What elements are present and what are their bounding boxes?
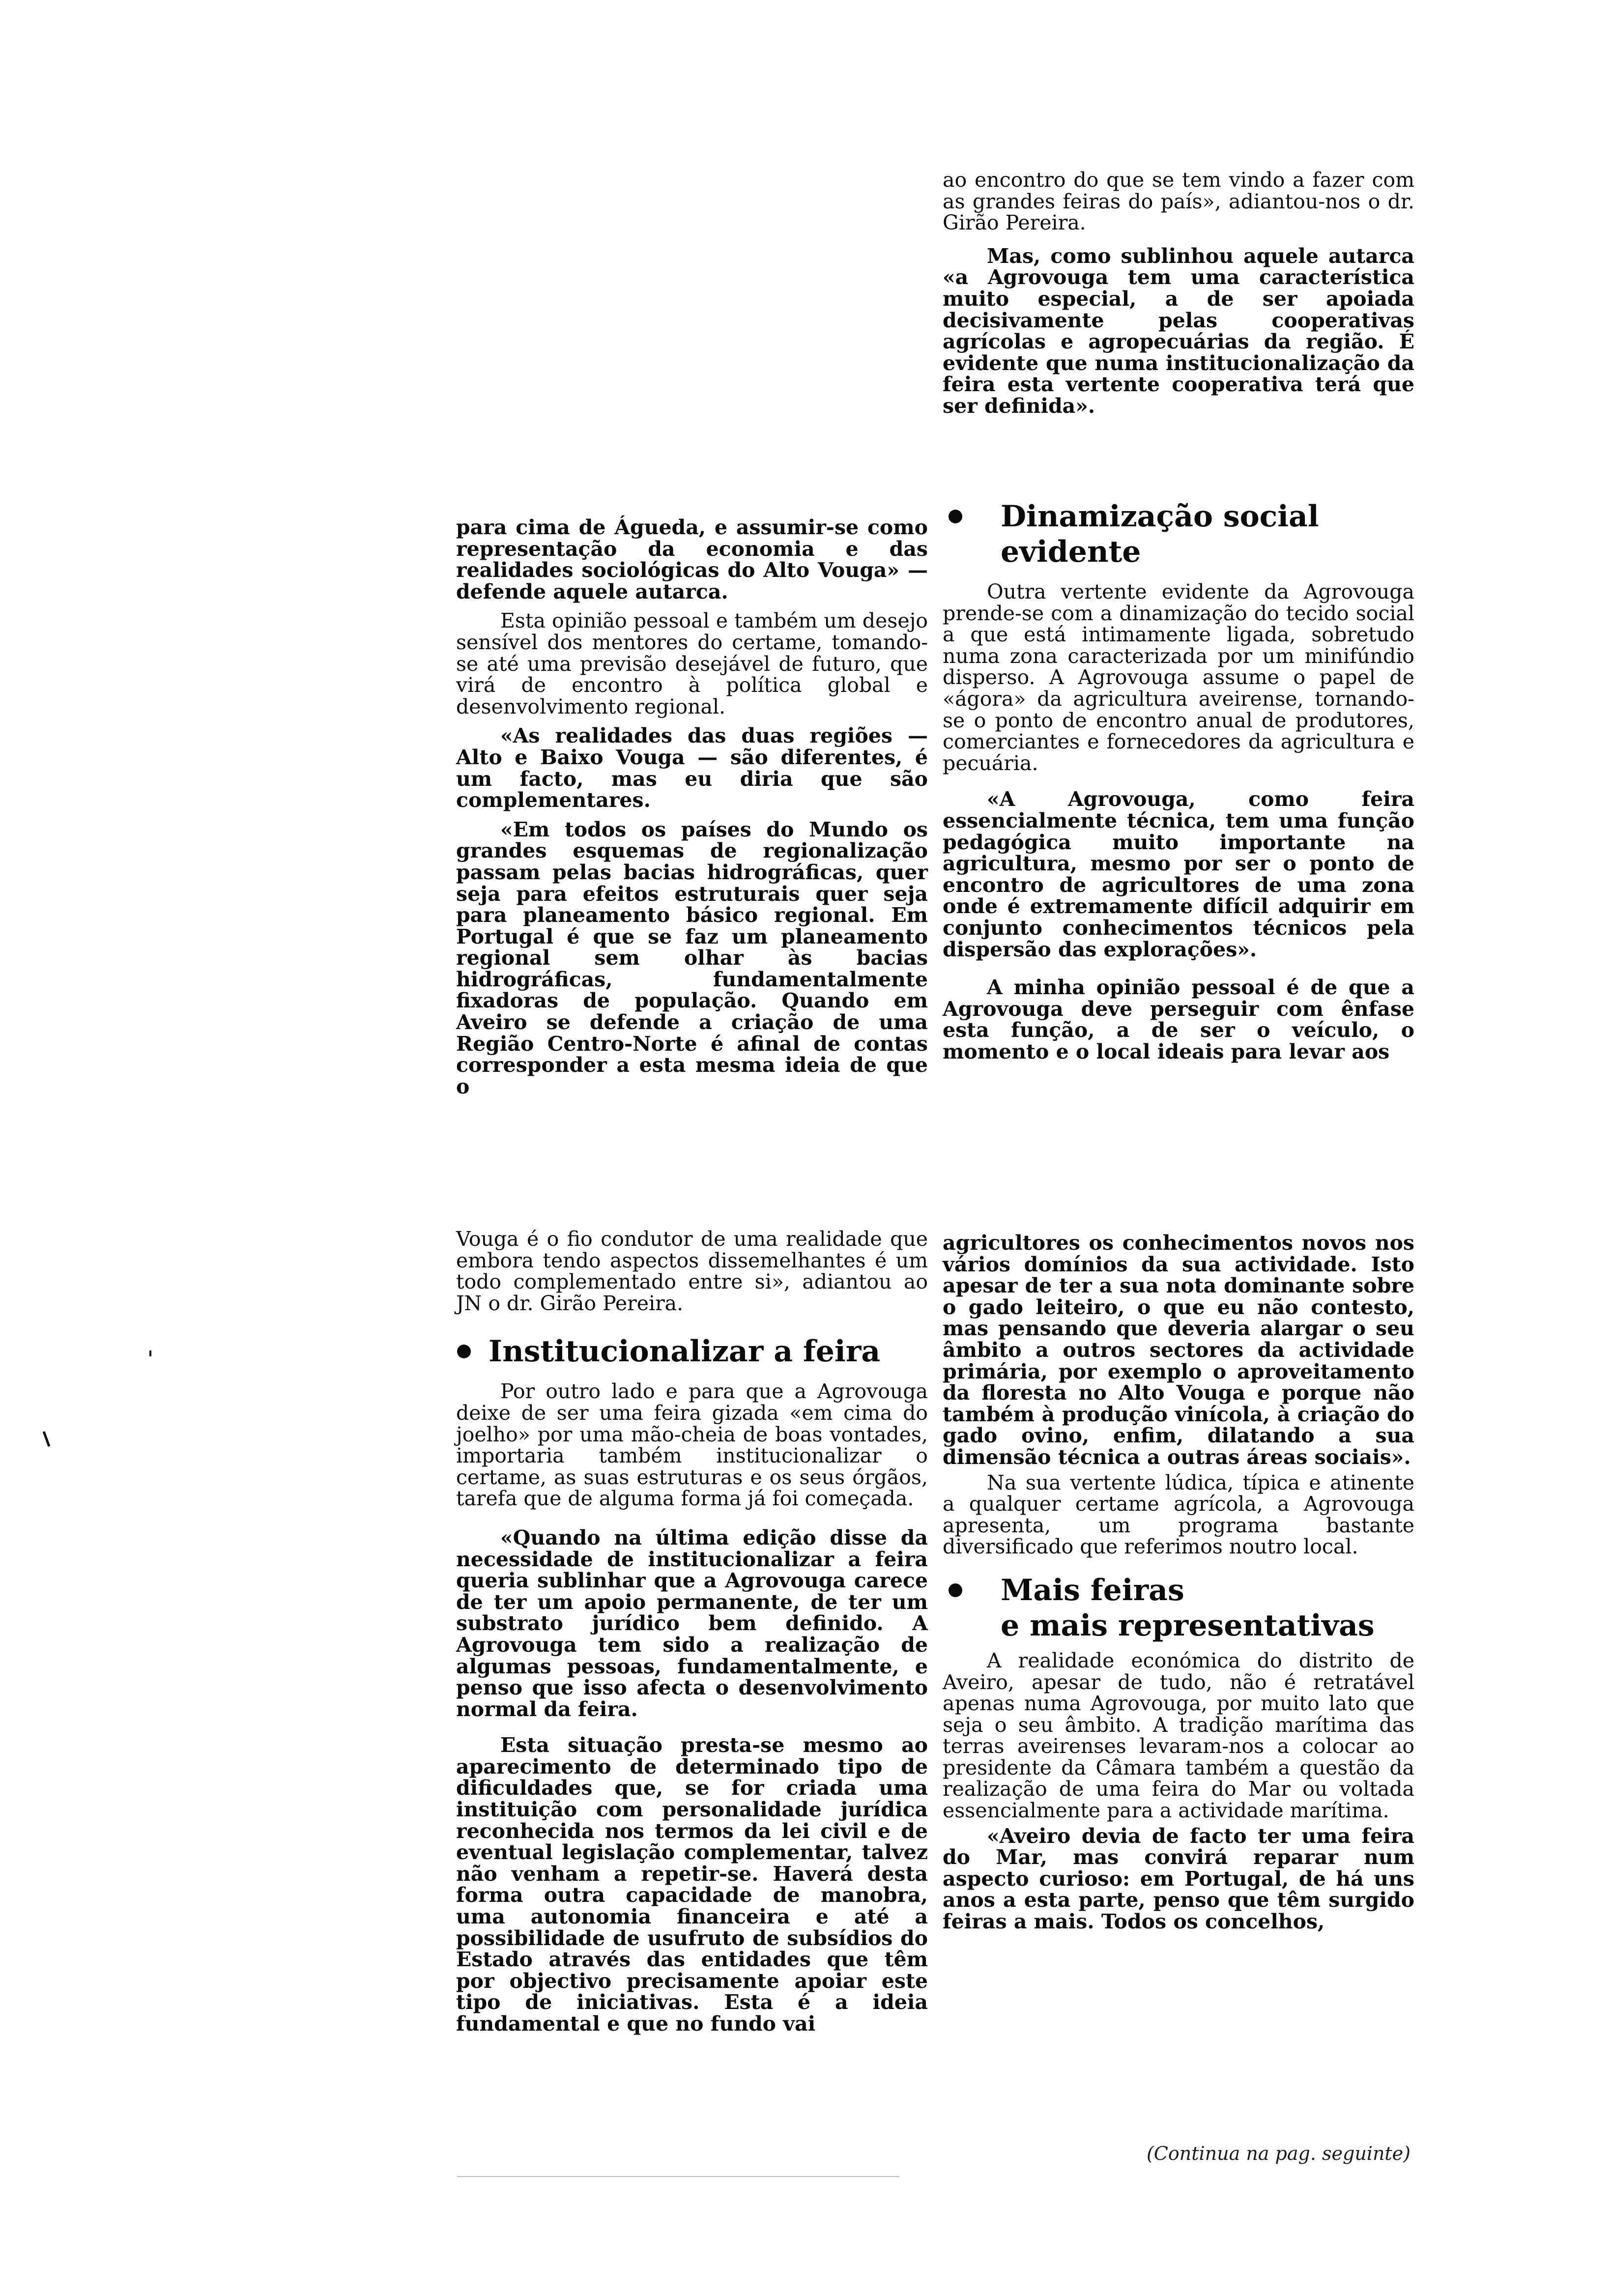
left-column-upper — [456, 517, 928, 1109]
paragraph: «Em todos os países do Mundo os grandes esquemas de regionalização passam pelas bacias hidrográficas, quer seja para efeitos estruturais quer seja para planeamento básico regional. Em Portugal é que se faz um planeamento regional sem olhar às bacias hidrográficas, fundamentalmente fixadoras de população. Quando em Aveiro se defende a criação de uma Região Centro-Norte é afinal de contas corresponder a esta mesma ideia de que o — [456, 817, 928, 1098]
section-heading-mais-feiras — [943, 1573, 1414, 1643]
bullet-icon — [949, 510, 962, 523]
heading-text: Institucionalizar a feira — [489, 1334, 881, 1369]
section-heading-dinamizacao — [943, 499, 1414, 570]
bullet-icon — [457, 1345, 471, 1358]
paragraph: «Aveiro devia de facto ter uma feira do Mar, mas convirá reparar num aspecto curioso: em Portugal, de há uns anos a esta parte, penso que têm surgido feiras a mais. Todos os concelhos, — [943, 1824, 1414, 1934]
continuation-note: (Continua na pag. seguinte) — [1146, 2143, 1410, 2164]
paragraph: «As realidades das duas regiões — Alto e Baixo Vouga — são diferentes, é um facto, mas eu diria que são complementares. — [456, 724, 928, 812]
section-heading-institucionalizar — [456, 1334, 928, 1369]
paragraph: «Quando na última edição disse da necessidade de institucionalizar a feira queria sublinhar que a Agrovouga carece de ter um apoio permanente, de ter um substrato jurídico bem definido. A Agrovouga tem sido a realização de algumas pessoas, fundamentalmente, e penso que isso afecta o desenvolvimento normal da feira. — [456, 1525, 928, 1721]
heading-line-1: Mais feiras — [1001, 1573, 1184, 1607]
bullet-icon — [949, 1583, 962, 1597]
paragraph: Esta situação presta-se mesmo ao aparecimento de determinado tipo de dificuldades que, se for criada uma instituição com personalidade jurídica reconhecida nos termos da lei civil e de eventual legislação complementar, talvez não venham a repetir-se. Haverá desta forma outra capacidade de manobra, uma autonomia financeira e até a possibilidade de usufruto de subsídios do Estado através das entidades que têm por objectivo precisamente apoiar este tipo de iniciativas. Esta é a ideia fundamental e que no fundo vai — [456, 1733, 928, 2036]
paragraph: Na sua vertente lúdica, típica e atinente a qualquer certame agrícola, a Agrovouga apresenta, um programa bastante diversificado que referimos noutro local. — [943, 1470, 1414, 1559]
scan-speck — [43, 1431, 51, 1447]
right-column-lower — [943, 1233, 1414, 1945]
left-column-lower — [456, 1229, 928, 2047]
heading-line-2: e mais representativas — [1001, 1608, 1375, 1643]
right-column-top — [943, 170, 1414, 429]
paragraph: Por outro lado e para que a Agrovouga deixe de ser uma feira gizada «em cima do joelho» por uma mão-cheia de boas vontades, importaria também institucionalizar o certame, as suas estruturas e os seus órgãos, tarefa que de alguma forma já foi começada. — [456, 1379, 928, 1511]
right-column-middle — [943, 499, 1414, 1074]
paragraph: «A Agrovouga, como feira essencialmente técnica, tem uma função pedagógica muito importante na agricultura, mesmo por ser o ponto de encontro de agricultores de uma zona onde é extremamente difícil adquirir em conjunto conhecimentos técnicos pela dispersão das explorações». — [943, 787, 1414, 961]
heading-text: Dinamização social evidente — [1001, 499, 1319, 569]
paragraph: Mas, como sublinhou aquele autarca «a Agrovouga tem uma característica muito especial, a de ser apoiada decisivamente pelas cooperativas agrícolas e agropecuárias da região. É evidente que numa institucionalização da feira esta vertente cooperativa terá que ser definida». — [943, 244, 1414, 418]
paragraph: A realidade económica do distrito de Aveiro, apesar de tudo, não é retratável apenas numa Agrovouga, por muito lato que seja o seu âmbito. A tradição marítima das terras aveirenses levaram-nos a colocar ao presidente da Câmara também a questão da realização de uma feira do Mar ou voltada essencialmente para a actividade marítima. — [943, 1648, 1414, 1823]
paragraph: para cima de Águeda, e assumir-se como representação da economia e das realidades sociológicas do Alto Vouga» — defende aquele autarca. — [456, 516, 928, 603]
scan-speck — [149, 1350, 151, 1356]
paragraph: A minha opinião pessoal é de que a Agrovouga deve perseguir com ênfase esta função, a de ser o veículo, o momento e o local ideais para levar aos — [943, 976, 1414, 1063]
scan-speck — [457, 2176, 899, 2177]
paragraph: agricultores os conhecimentos novos nos vários domínios da sua actividade. Isto apesar de ter a sua nota dominante sobre o gado leiteiro, o que eu não contesto, mas pensando que deveria alargar o seu âmbito a outros sectores da actividade primária, por exemplo o aproveitamento da floresta no Alto Vouga e porque não também à produção vinícola, à criação do gado ovino, enfim, dilatando a sua dimensão técnica a outras áreas sociais». — [943, 1231, 1414, 1469]
paragraph: Vouga é o fio condutor de uma realidade que embora tendo aspectos dissemelhantes é um todo complementado entre si», adiantou ao JN o dr. Girão Pereira. — [456, 1227, 928, 1315]
paragraph: ao encontro do que se tem vindo a fazer com as grandes feiras do país», adiantou-nos o dr. Girão Pereira. — [943, 168, 1414, 235]
paragraph: Outra vertente evidente da Agrovouga prende-se com a dinamização do tecido social a que está intimamente ligada, sobretudo numa zona caracterizada por um minifúndio disperso. A Agrovouga assume o papel de «ágora» da agricultura aveirense, tornando-se o ponto de encontro anual de produtores, comerciantes e fornecedores da agricultura e pecuária. — [943, 580, 1414, 775]
paragraph: Esta opinião pessoal e também um desejo sensível dos mentores do certame, tomando-se até uma previsão desejável de futuro, que virá de encontro à política global e desenvolvimento regional. — [456, 609, 928, 718]
